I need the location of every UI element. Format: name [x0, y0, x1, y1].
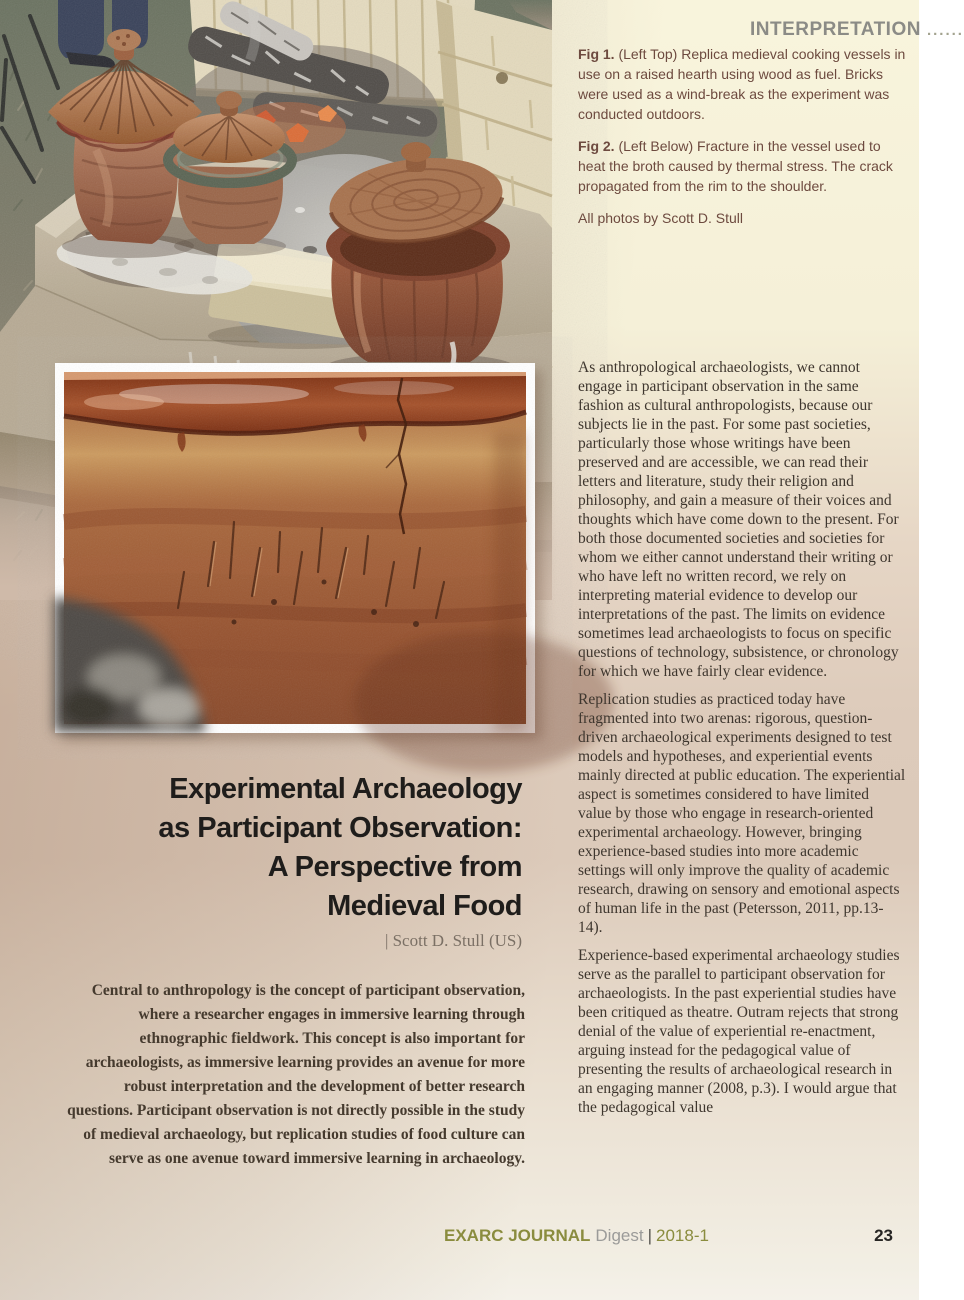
section-header	[750, 19, 964, 41]
fig1-caption-text: (Left Top) Replica medieval cooking vessels in use on a raised hearth using wood as fuel. Bricks were used as a wind-break as the experiment was conducted outdoors.	[578, 46, 906, 122]
body-column	[578, 358, 906, 1126]
journal-issue: 2018-1	[656, 1226, 709, 1245]
fig2-caption-text: (Left Below) Fracture in the vessel used to heat the broth caused by thermal stress. The crack propagated from the rim to the shoulder.	[578, 138, 893, 194]
body-paragraph-2: Replication studies as practiced today have fragmented into two arenas: rigorous, question-driven archaeological experiments designed to test models and hypotheses, and experiential events mainly directed at public education. The experiential aspect is sometimes considered to have limited value by those who engage in research-oriented experimental archaeology. However, bringing experience-based studies into more academic settings will only improve the quality of academic research, drawing on sensory and emotional aspects of human life in the past (Petersson, 2011, pp.13-14).	[578, 691, 906, 936]
photo-credit: All photos by Scott D. Stull	[578, 210, 743, 226]
section-dots-leader: ......	[926, 22, 964, 39]
title-line-3: A Perspective from	[267, 851, 522, 883]
article-abstract: Central to anthropology is the concept of participant observation, where a researcher engages in immersive learning through ethnographic fieldwork. This concept is also important for archaeologists, as immersive learning provides an avenue for more robust interpretation and the development of better research questions. Participant observation is not directly possible in the study of medieval archaeology, but replication studies of food culture can serve as one avenue toward immersive learning in archaeology.	[67, 982, 525, 1167]
fig1-label: Fig 1.	[578, 46, 615, 62]
footer-journal-line	[444, 1226, 709, 1246]
title-line-2: as Participant Observation:	[158, 812, 522, 844]
vessel-closeup-image	[64, 372, 526, 724]
figure-captions	[578, 44, 908, 240]
title-line-4: Medieval Food	[327, 890, 522, 922]
fig1-caption	[578, 44, 908, 124]
footer-separator: |	[647, 1226, 653, 1245]
journal-name: EXARC JOURNAL	[444, 1226, 591, 1245]
section-title: INTERPRETATION	[750, 19, 921, 40]
fig2-label: Fig 2.	[578, 138, 615, 154]
title-line-1: Experimental Archaeology	[169, 773, 522, 805]
body-paragraph-3: Experience-based experimental archaeology studies serve as the parallel to participant observation for archaeologists. In the past experiential studies have been critiqued as theatre. Outram rejects that strong denial of the value of experiential re-enactment, arguing instead for the pedagogical value of presenting the results of archaeological research in an engaging manner (2008, p.3). I would argue that the pedagogical value	[578, 947, 900, 1116]
page-number: 23	[874, 1226, 893, 1245]
article-title	[30, 770, 522, 926]
journal-edition: Digest	[595, 1226, 644, 1245]
article-byline: | Scott D. Stull (US)	[384, 931, 522, 950]
body-paragraph-1: As anthropological archaeologists, we cannot engage in participant observation in the same fashion as cultural anthropologists, because our subjects lie in the past. For some past societies, particularly those whose writings have been preserved and are accessible, we can read their letters and literature, study their religion and philosophy, and gain a measure of their voices and thoughts which have come down to the present. For both those documented societies and societies for whom we either cannot understand their writing or who have left no written record, we rely on interpreting material evidence to develop our interpretations of the past. The limits on evidence sometimes lead archaeologists to focus on specific questions of technology, subsistence, or chronology for which we have fairly clear evidence.	[578, 359, 899, 680]
fig2-photo-vessel-closeup	[55, 363, 535, 733]
fig2-caption	[578, 136, 908, 196]
